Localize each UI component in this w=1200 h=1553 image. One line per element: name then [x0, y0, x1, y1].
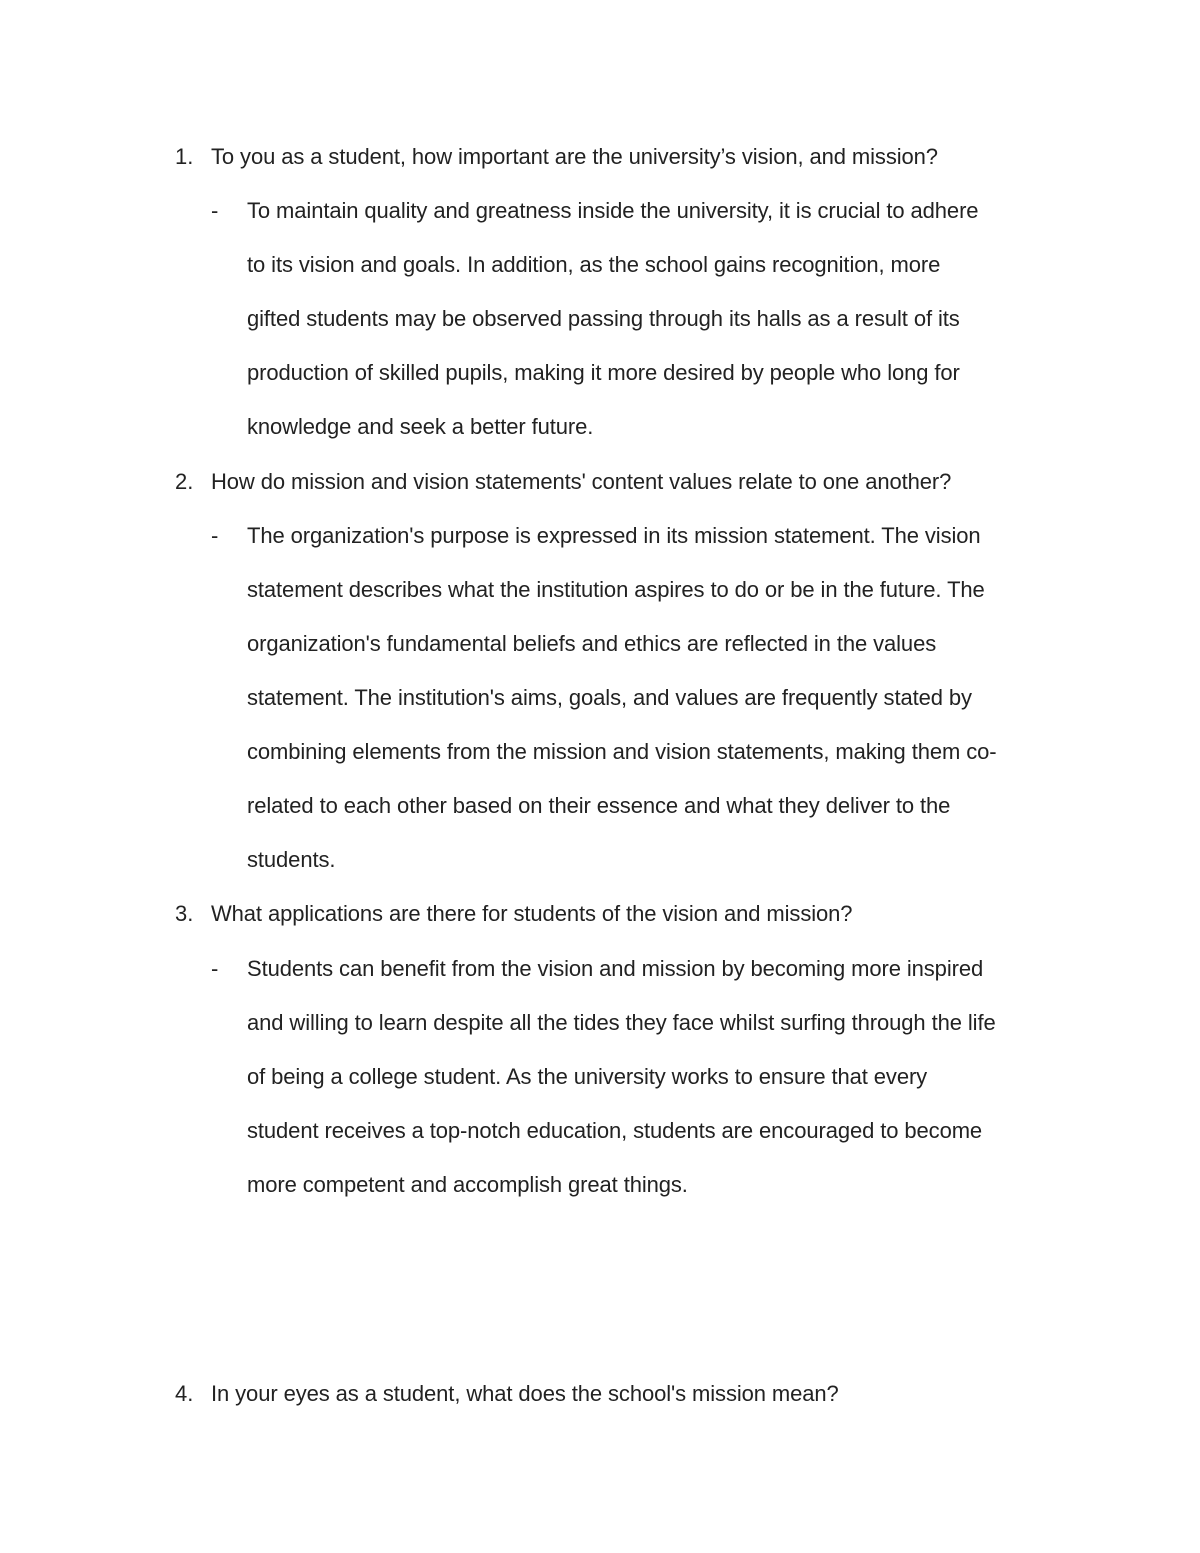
answer-line: related to each other based on their essence and what they deliver to the [247, 793, 951, 818]
answer-line: to its vision and goals. In addition, as the school gains recognition, more [247, 252, 941, 277]
answer-line: statement. The institution's aims, goals, and values are frequently stated by [247, 685, 972, 710]
answer-line: student receives a top-notch education, students are encouraged to become [247, 1118, 983, 1143]
answer-line: and willing to learn despite all the tides they face whilst surfing through the life [247, 1010, 996, 1035]
answer-line: The organization's purpose is expressed in its mission statement. The vision [247, 523, 981, 548]
answer-bullet: - [211, 198, 219, 223]
answer-line: To maintain quality and greatness inside the university, it is crucial to adhere [247, 198, 979, 223]
question-number: 2. [175, 469, 194, 494]
answer-bullet: - [211, 523, 219, 548]
question-number: 3. [175, 901, 194, 926]
answer-line: of being a college student. As the university works to ensure that every [247, 1064, 928, 1089]
question-number: 4. [175, 1381, 194, 1406]
question-text: What applications are there for students of the vision and mission? [211, 901, 853, 926]
question-text: In your eyes as a student, what does the school's mission mean? [211, 1381, 839, 1406]
question-text: How do mission and vision statements' content values relate to one another? [211, 469, 952, 494]
answer-line: more competent and accomplish great things. [247, 1172, 688, 1197]
answer-line: combining elements from the mission and vision statements, making them co- [247, 739, 997, 764]
answer-line: Students can benefit from the vision and mission by becoming more inspired [247, 956, 984, 981]
answer-bullet: - [211, 956, 219, 981]
answer-line: knowledge and seek a better future. [247, 414, 594, 439]
question-number: 1. [175, 144, 194, 169]
answer-line: gifted students may be observed passing through its halls as a result of its [247, 306, 960, 331]
answer-line: students. [247, 847, 336, 872]
question-text: To you as a student, how important are the university’s vision, and mission? [211, 144, 938, 169]
answer-line: organization's fundamental beliefs and ethics are reflected in the values [247, 631, 937, 656]
answer-line: production of skilled pupils, making it more desired by people who long for [247, 360, 960, 385]
answer-line: statement describes what the institution aspires to do or be in the future. The [247, 577, 985, 602]
